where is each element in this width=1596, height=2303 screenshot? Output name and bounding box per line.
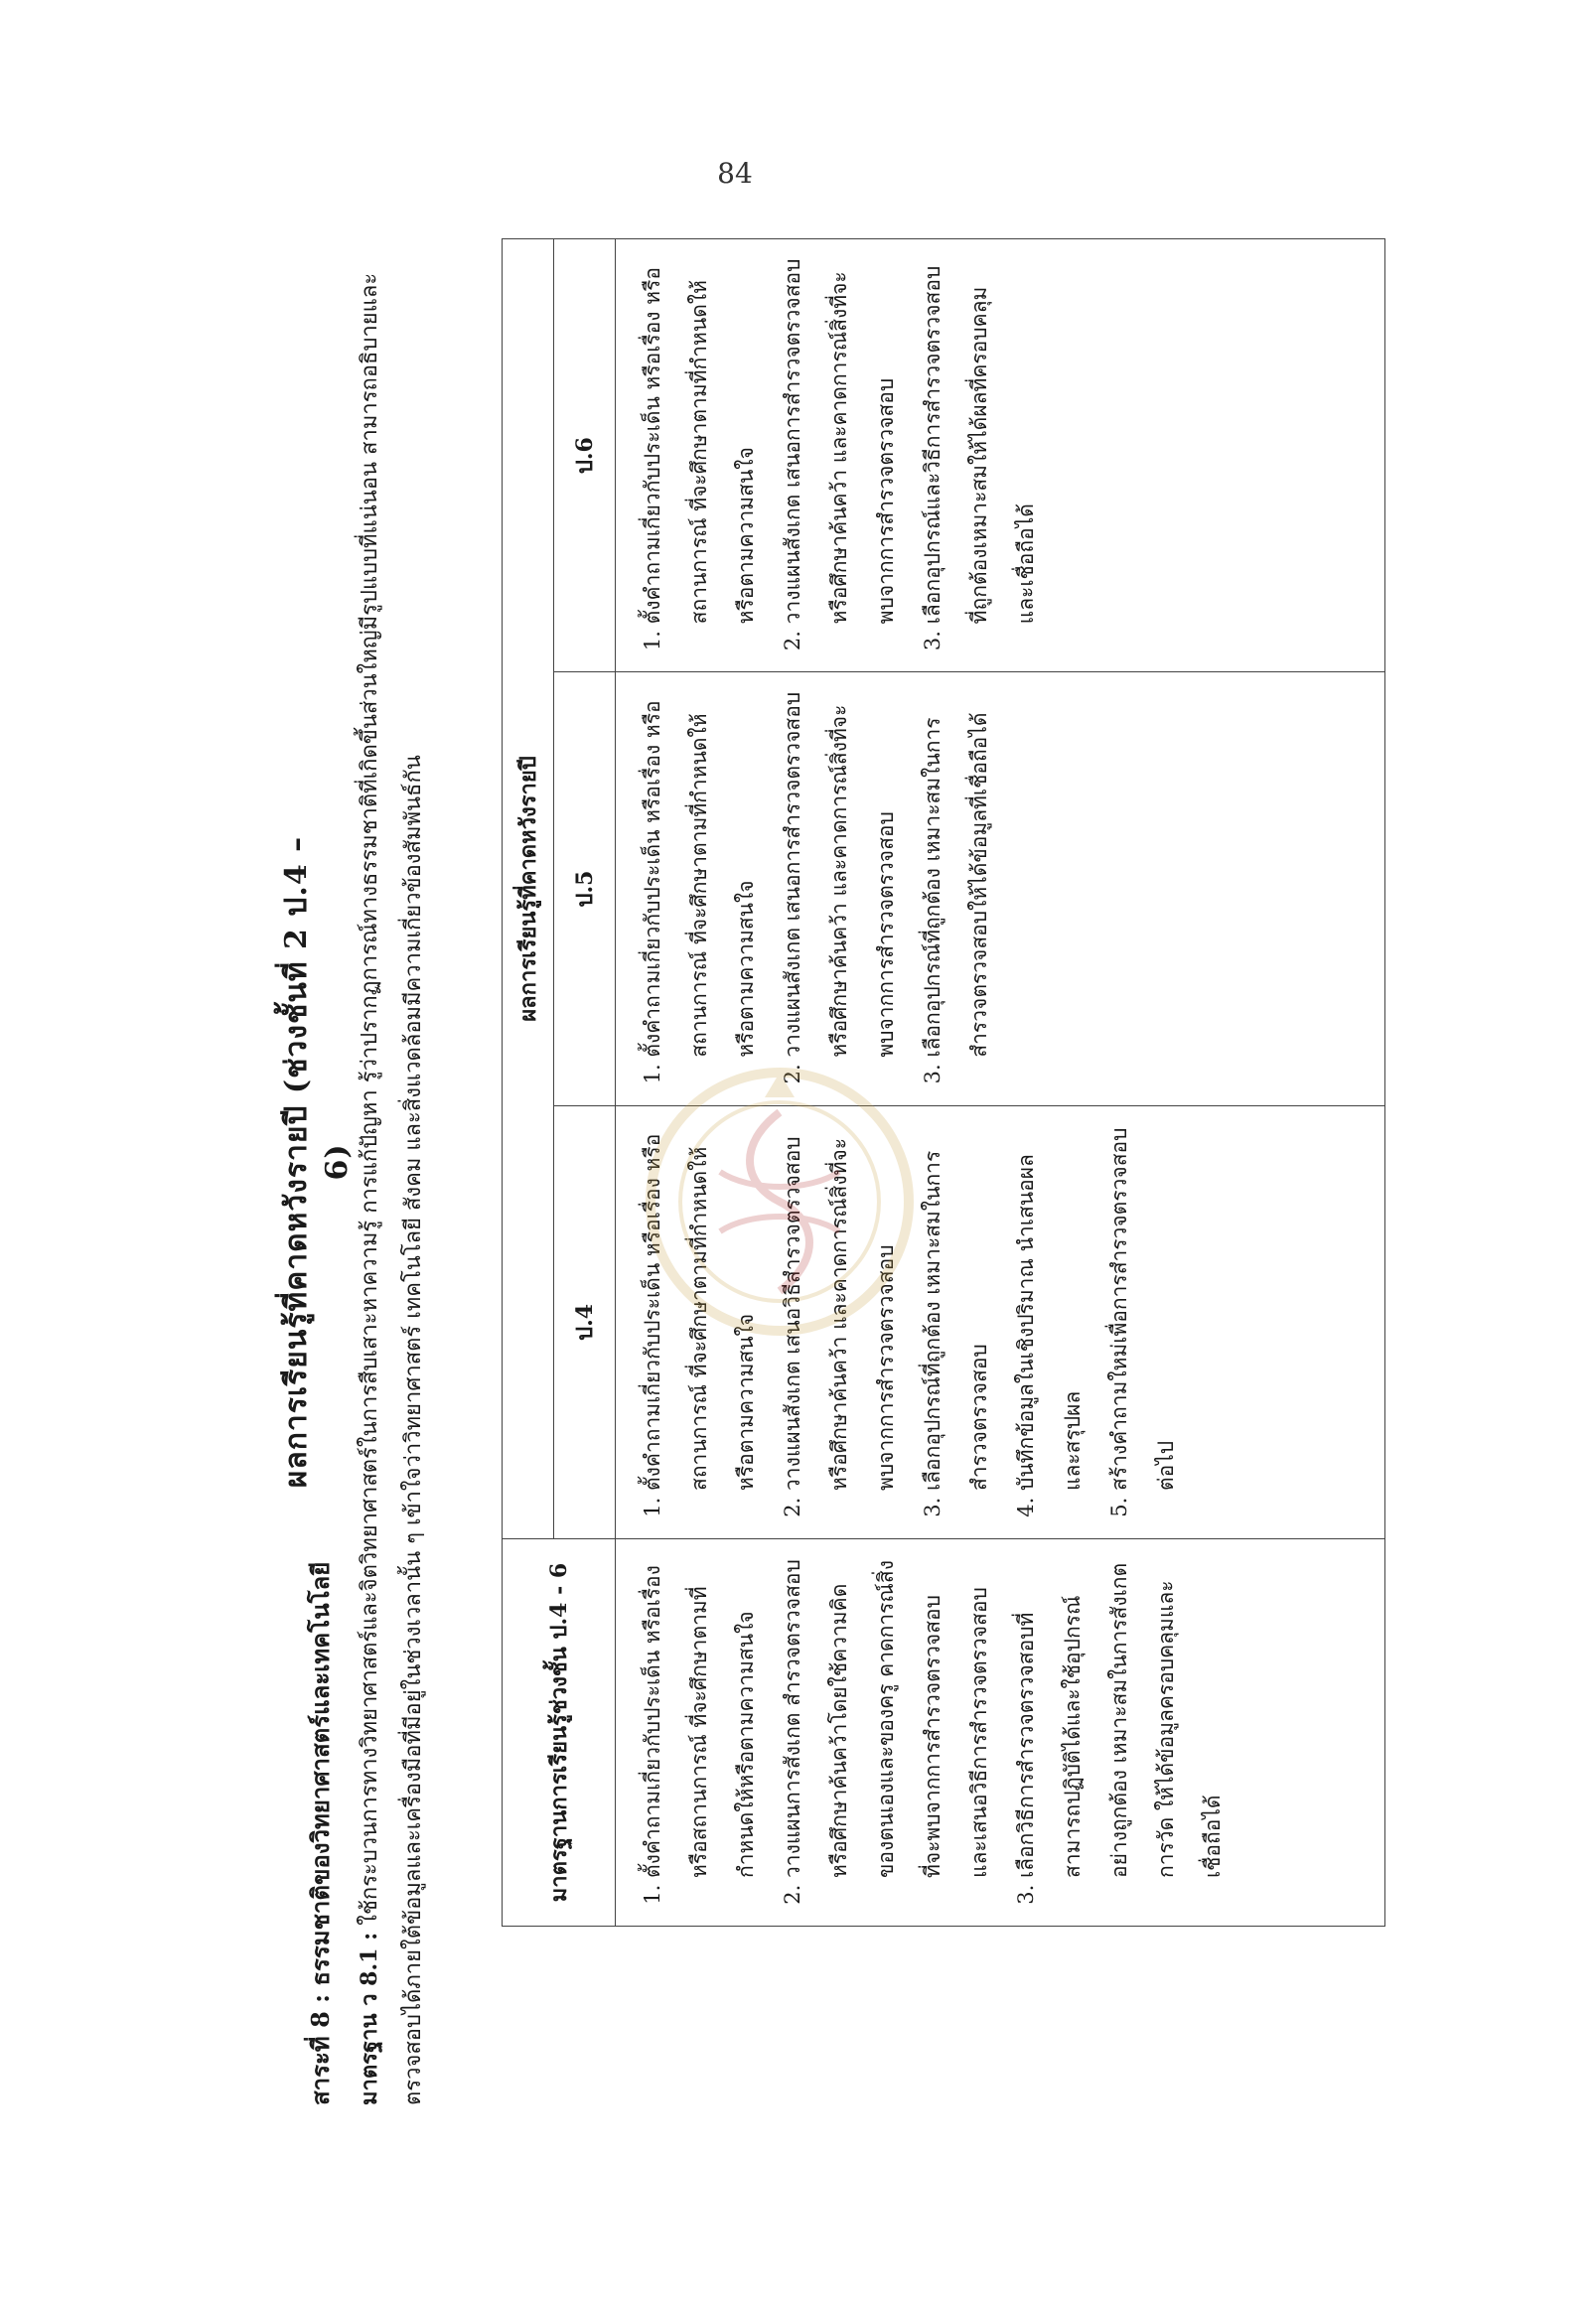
list-item: 2. วางแผนการสังเกต สำรวจตรวจสอบ หรือศึกษาค้นคว้าโดยใช้ความคิดของตนเองและของครู คาดการณ์สิ่งที่จะพบจากการสำรวจตรวจสอบ และเสนอวิธีการสำรวจตรวจสอบ [770, 1553, 1003, 1878]
outcomes-group-header: ผลการเรียนรู้ที่คาดหวังรายปี [503, 239, 554, 1539]
list-item: 3. เลือกวิธีการสำรวจตรวจสอบที่สามารถปฏิบัติได้และใช้อุปกรณ์อย่างถูกต้อง เหมาะสมในการสังเกต การวัด ให้ได้ข้อมูลครอบคลุมและเชื่อถือได้ [1003, 1553, 1236, 1878]
standard-cell [616, 1539, 1385, 1927]
list-item: 5. สร้างคำถามใหม่เพื่อการสำรวจตรวจสอบต่อไป [1096, 1120, 1190, 1491]
list-item: 3. เลือกอุปกรณ์ที่ถูกต้อง เหมาะสมในการสำรวจตรวจสอบให้ได้ข้อมูลที่เชื่อถือได้ [910, 686, 1003, 1057]
list-item: 1. ตั้งคำถามเกี่ยวกับประเด็น หรือเรื่อง หรือสถานการณ์ ที่จะศึกษาตามที่กำหนดให้หรือตามความสนใจ [630, 1553, 770, 1878]
p6-cell [616, 239, 1385, 672]
page-number: 84 [717, 157, 753, 190]
strand-heading: สาระที่ 8 : ธรรมชาติของวิทยาศาสตร์และเทคโนโลยี [306, 1561, 335, 2105]
grade-header-p6: ป.6 [554, 239, 616, 672]
list-item: 1. ตั้งคำถามเกี่ยวกับประเด็น หรือเรื่อง หรือสถานการณ์ ที่จะศึกษาตามที่กำหนดให้หรือตามความสนใจ [630, 1120, 770, 1491]
list-item: 2. วางแผนสังเกต เสนอการสำรวจตรวจสอบ หรือศึกษาค้นคว้า และคาดการณ์สิ่งที่จะพบจากการสำรวจตรวจสอบ [770, 253, 910, 624]
rotated-content [273, 228, 1455, 2105]
grade-header-p5: ป.5 [554, 672, 616, 1105]
page-title: ผลการเรียนรู้ที่คาดหวังรายปี (ช่วงชั้นที่ 2 ป.4 – 6) [279, 835, 355, 1489]
p5-cell [616, 672, 1385, 1105]
list-item: 1. ตั้งคำถามเกี่ยวกับประเด็น หรือเรื่อง หรือสถานการณ์ ที่จะศึกษาตามที่กำหนดให้หรือตามความสนใจ [630, 686, 770, 1057]
standard-column-header: มาตรฐานการเรียนรู้ช่วงชั้น ป.4 - 6 [503, 1539, 616, 1927]
list-item: 2. วางแผนสังเกต เสนอวิธีสำรวจตรวจสอบ หรือศึกษาค้นคว้า และคาดการณ์สิ่งที่จะพบจากการสำรวจตรวจสอบ [770, 1120, 910, 1491]
grade-header-p4: ป.4 [554, 1105, 616, 1538]
list-item: 2. วางแผนสังเกต เสนอการสำรวจตรวจสอบ หรือศึกษาค้นคว้า และคาดการณ์สิ่งที่จะพบจากการสำรวจตรวจสอบ [770, 686, 910, 1057]
standard-text: ใช้กระบวนการทางวิทยาศาสตร์และจิตวิทยาศาสตร์ในการสืบเสาะหาความรู้ การแก้ปัญหา รู้ว่าปรากฏการณ์ทางธรรมชาติที่เกิดขึ้นส่วนใหญ่มีรูปแบบที่แน่นอน สามารถอธิบายและตรวจสอบได้ภายใต้ข้อมูลและเครื่องมือที่มีอยู่ในช่วงเวลานั้น ๆ เข้าใจว่าวิทยาศาสตร์ เทคโนโลยี สังคม และสิ่งแวดล้อมมีความเกี่ยวข้องสัมพันธ์กัน [358, 272, 426, 2105]
standard-code: มาตรฐาน ว 8.1 : [357, 1932, 382, 2105]
p4-list [630, 1120, 1190, 1524]
p6-list [630, 253, 1050, 657]
p4-cell [616, 1105, 1385, 1538]
list-item: 3. เลือกอุปกรณ์ที่ถูกต้อง เหมาะสมในการสำรวจตรวจสอบ [910, 1120, 1003, 1491]
list-item: 4. บันทึกข้อมูลในเชิงปริมาณ นำเสนอผล และสรุปผล [1003, 1120, 1096, 1491]
standard-description [348, 228, 436, 2105]
p5-list [630, 686, 1003, 1090]
list-item: 1. ตั้งคำถามเกี่ยวกับประเด็น หรือเรื่อง หรือสถานการณ์ ที่จะศึกษาตามที่กำหนดให้หรือตามความสนใจ [630, 253, 770, 624]
standard-list [630, 1553, 1236, 1912]
learning-outcomes-table [502, 238, 1385, 1927]
list-item: 3. เลือกอุปกรณ์และวิธีการสำรวจตรวจสอบที่ถูกต้องเหมาะสมให้ได้ผลที่ครอบคลุมและเชื่อถือได้ [910, 253, 1050, 624]
